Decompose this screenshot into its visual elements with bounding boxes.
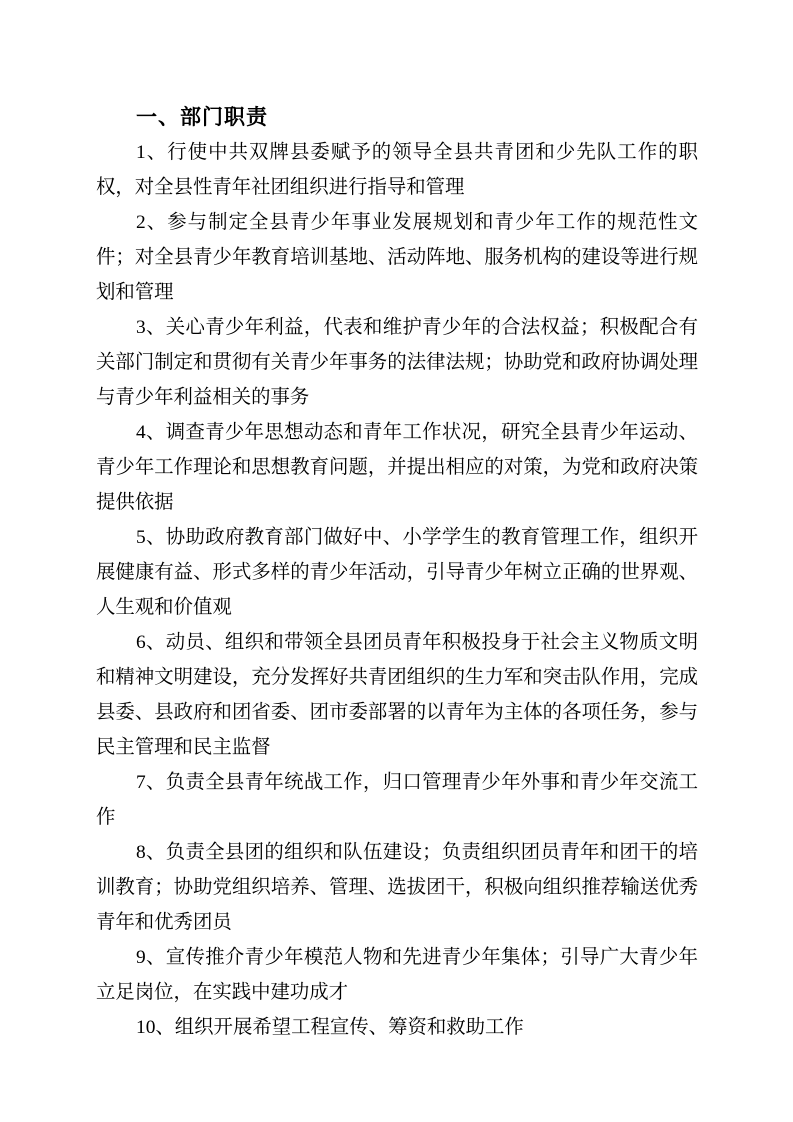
responsibility-item-4: 4、调查青少年思想动态和青年工作状况，研究全县青少年运动、青少年工作理论和思想教育问题，并提出相应的对策，为党和政府决策提供依据 [96,422,698,513]
responsibility-item-6: 6、动员、组织和带领全县团员青年积极投身于社会主义物质文明和精神文明建设，充分发挥好共青团组织的生力军和突击队作用，完成县委、县政府和团省委、团市委部署的以青年为主体的各项任务，参与民主管理和民主监督 [96,632,698,758]
responsibility-item-5: 5、协助政府教育部门做好中、小学学生的教育管理工作，组织开展健康有益、形式多样的青少年活动，引导青少年树立正确的世界观、人生观和价值观 [96,527,698,618]
responsibility-item-7: 7、负责全县青年统战工作，归口管理青少年外事和青少年交流工作 [96,772,698,828]
responsibility-item-3: 3、关心青少年利益，代表和维护青少年的合法权益；积极配合有关部门制定和贯彻有关青少年事务的法律法规；协助党和政府协调处理与青少年利益相关的事务 [96,317,698,408]
responsibility-item-1: 1、行使中共双牌县委赋予的领导全县共青团和少先队工作的职权，对全县性青年社团组织进行指导和管理 [96,142,698,198]
section-heading: 一、部门职责 [136,106,268,129]
responsibility-item-9: 9、宣传推介青少年模范人物和先进青少年集体；引导广大青少年立足岗位，在实践中建功成才 [96,947,698,1003]
responsibility-item-8: 8、负责全县团的组织和队伍建设；负责组织团员青年和团干的培训教育；协助党组织培养、管理、选拔团干，积极向组织推荐输送优秀青年和优秀团员 [96,842,698,933]
document-content [96,100,698,1045]
responsibility-item-10: 10、组织开展希望工程宣传、筹资和救助工作 [136,1017,524,1038]
responsibility-item-2: 2、参与制定全县青少年事业发展规划和青少年工作的规范性文件；对全县青少年教育培训基地、活动阵地、服务机构的建设等进行规划和管理 [96,212,698,303]
